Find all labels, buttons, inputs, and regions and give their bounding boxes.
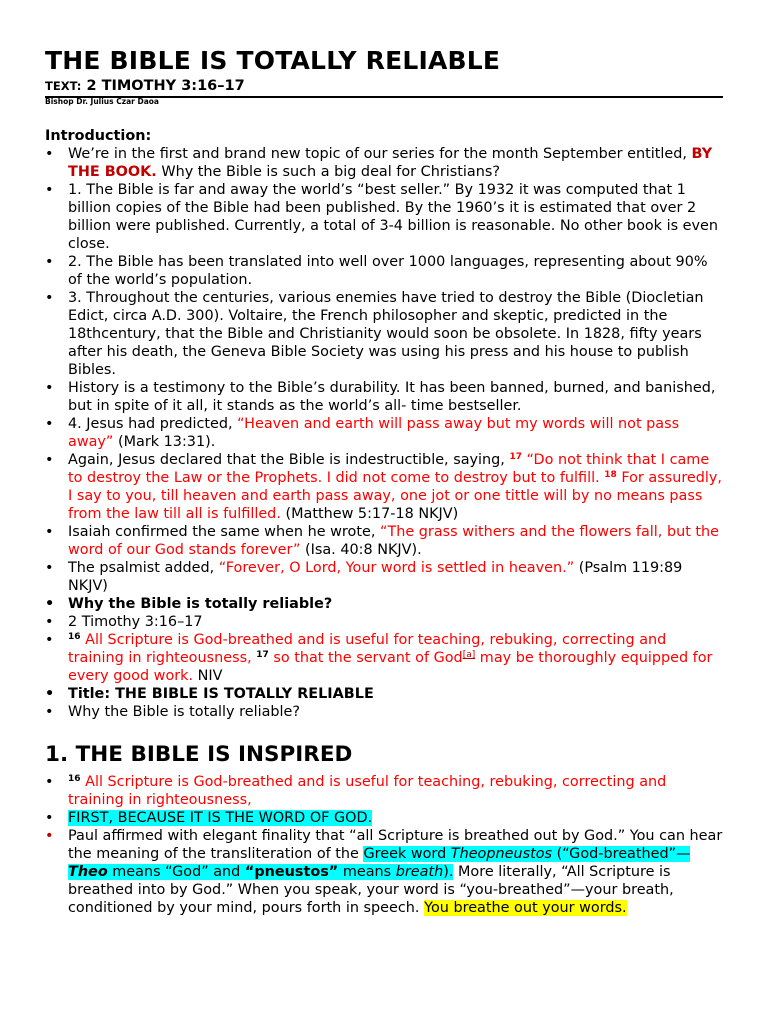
list-item [45, 415, 725, 451]
intro-list [45, 145, 725, 721]
list-item [45, 559, 725, 595]
text: (“God-breathed”— [552, 846, 691, 862]
scripture-quote: may be thoroughly equipped for every good work. [68, 650, 713, 684]
verse-number: 18 [604, 470, 617, 480]
list-item [45, 145, 725, 181]
greek-term: Theo [68, 864, 108, 880]
text: Again, Jesus declared that the Bible is indestructible, saying, [68, 452, 510, 468]
text-reference [45, 77, 245, 95]
greek-term: “pneustos” [244, 864, 339, 880]
list-item: • Why the Bible is totally reliable? [45, 703, 725, 721]
text: Greek word [363, 846, 451, 862]
list-item [45, 809, 725, 827]
scripture-quote: “Heaven and earth will pass away but my words will not pass away” [68, 416, 680, 450]
intro-heading: Introduction: [45, 128, 152, 144]
list-item: • Why the Bible is totally reliable? [45, 595, 725, 613]
document-body [45, 127, 725, 917]
list-item [45, 827, 725, 917]
text: 4. Jesus had predicted, [68, 416, 238, 432]
text: breath [395, 864, 444, 880]
verse-number: 16 [68, 774, 81, 784]
section-heading: 1. THE BIBLE IS INSPIRED [45, 742, 353, 767]
scripture-quote: For assuredly, I say to you, till heaven and earth pass away, one jot or one tittle will by no means pass from the law till all is fulfilled. [68, 470, 723, 522]
scripture-ref: (Isa. 40:8 NKJV). [300, 542, 422, 558]
list-item [45, 523, 725, 559]
list-item [45, 451, 725, 523]
list-item: • History is a testimony to the Bible’s durability. It has been banned, burned, and banished, but in spite of it all, it stands as the world’s all- time bestseller. [45, 379, 725, 415]
text-label: TEXT: [45, 79, 82, 93]
greek-word: Theopneustos [450, 846, 553, 862]
list-item: • Title: THE BIBLE IS TOTALLY RELIABLE [45, 685, 725, 703]
text: Isaiah confirmed the same when he wrote, [68, 524, 380, 540]
scripture-ref: (Mark 13:31). [113, 434, 216, 450]
author-name: Bishop Dr. Julius Czar Daoa [45, 97, 159, 106]
list-item: • 1. The Bible is far and away the world’s “best seller.” By 1932 it was computed that 1 billion copies of the Bible had been published. By the 1960’s it is estimated that over 2 billion were published. Currently, a total of 3-4 billion is reasonable. No other book is even close. [45, 181, 725, 253]
list-item: • 3. Throughout the centuries, various enemies have tried to destroy the Bible (Diocletian Edict, circa A.D. 300). Voltaire, the French philosopher and skeptic, predicted in the 18thcentury, that the Bible and Christianity would soon be obsolete. In 1828, fifty years after his death, the Geneva Bible Society was using his press and his house to publish Bibles. [45, 289, 725, 379]
text: We’re in the first and brand new topic of our series for the month September entitled, [68, 146, 692, 162]
text: ). [443, 864, 454, 880]
verse-number: 16 [68, 632, 81, 642]
scripture-ref: NIV [193, 668, 223, 684]
list-item: • 2 Timothy 3:16–17 [45, 613, 725, 631]
list-item [45, 773, 725, 809]
scripture-quote: “The grass withers and the flowers fall, but the word of our God stands forever” [68, 524, 720, 558]
text: Why the Bible is such a big deal for Christians? [156, 164, 500, 180]
verse-number: 17 [256, 650, 269, 660]
scripture-quote: “Do not think that I came to destroy the Law or the Prophets. I did not come to destroy but to fulfill. [68, 452, 710, 486]
text: means “God” and [107, 864, 245, 880]
scripture-quote: All Scripture is God-breathed and is useful for teaching, rebuking, correcting and training in righteousness, [68, 632, 667, 666]
scripture-quote: All Scripture is God-breathed and is useful for teaching, rebuking, correcting and training in righteousness, [68, 774, 667, 808]
series-title: BY THE BOOK. [68, 146, 713, 180]
highlighted-text: You breathe out your words. [424, 900, 627, 916]
list-item: • 2. The Bible has been translated into well over 1000 languages, representing about 90% of the world’s population. [45, 253, 725, 289]
scripture-quote: so that the servant of God [268, 650, 463, 666]
scripture-ref: (Matthew 5:17-18 NKJV) [280, 506, 459, 522]
text: Paul affirmed with elegant finality that “all Scripture is breathed out by God.” You can hear the meaning of the transliteration of the [68, 828, 723, 862]
footnote-link[interactable]: [a] [462, 650, 476, 660]
list-item [45, 631, 725, 685]
scripture-ref: (Psalm 119:89 NKJV) [68, 560, 683, 594]
scripture-quote: “Forever, O Lord, Your word is settled in heaven.” [218, 560, 575, 576]
highlighted-text: FIRST, BECAUSE IT IS THE WORD OF GOD. [68, 810, 373, 826]
section-list [45, 773, 725, 917]
text: The psalmist added, [68, 560, 219, 576]
text-ref: 2 TIMOTHY 3:16–17 [86, 78, 245, 94]
text: means [338, 864, 396, 880]
verse-number: 17 [509, 452, 522, 462]
text: More literally, “All Scripture is breathed into by God.” When you speak, your word is “you-breathed”—your breath, conditioned by your mind, pours forth in speech. [68, 864, 674, 916]
page-title: THE BIBLE IS TOTALLY RELIABLE [45, 46, 501, 75]
